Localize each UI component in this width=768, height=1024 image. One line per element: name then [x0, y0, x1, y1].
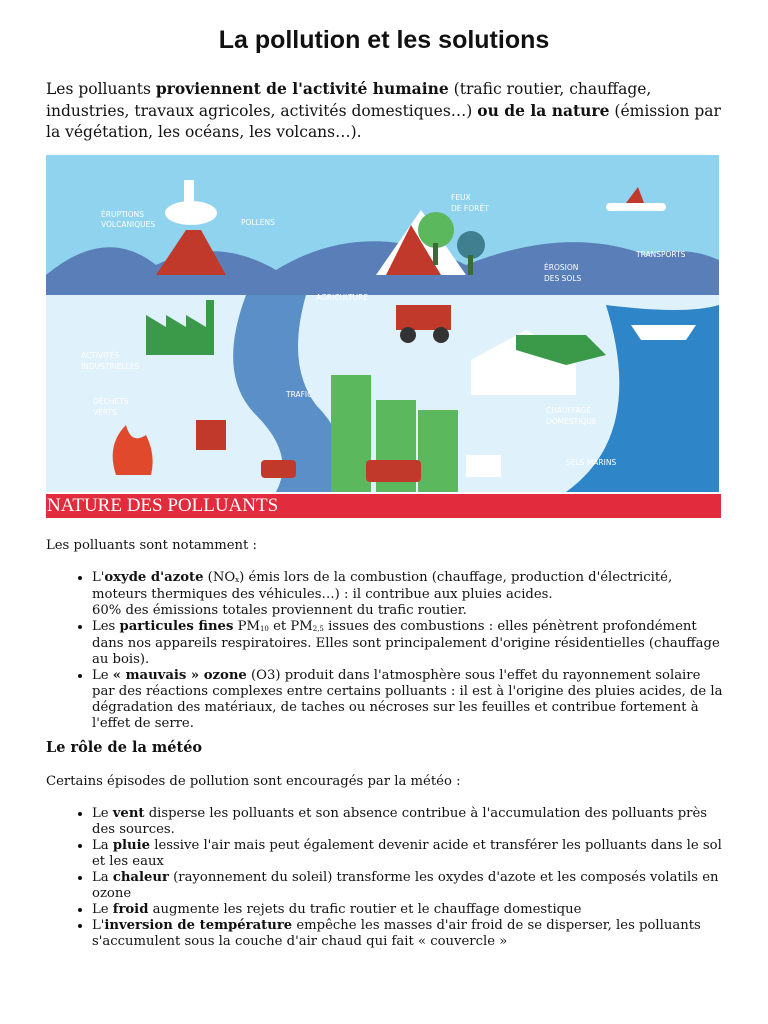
pollution-sources-illustration	[46, 155, 719, 492]
list-item-particles: • Les particules fines $PM_{10}$ et $PM_{2,5}$ issues des combustions : elles pénètrent profondément dans nos appareils respiratoires. Elles sont principalement d'origine résidentielles (chauffage au bois).	[92, 619, 726, 668]
section2-lead: Certains épisodes de pollution sont encouragés par la météo :	[46, 774, 461, 789]
label-sels-marins: SELS MARINS	[566, 458, 617, 467]
label-chauffage: CHAUFFAGE	[546, 406, 591, 415]
section-banner: NATURE DES POLLUANTS	[46, 494, 721, 518]
section1-lead: Les polluants sont notamment :	[46, 538, 257, 553]
intro-paragraph: Les polluants proviennent de l'activité humaine (trafic routier, chauffage, industries, travaux agricoles, activités domestiques…) ou de la nature (émission par la végétation, les océans, les volcans…).	[46, 79, 721, 141]
label-verts: VERTS	[93, 408, 117, 417]
label-industrielles: INDUSTRIELLES	[81, 362, 140, 371]
meteo-list	[46, 806, 726, 950]
label-eruptions: ÉRUPTIONS	[101, 210, 145, 219]
label-volcaniques: VOLCANIQUES	[101, 220, 156, 229]
label-activites: ACTIVITÉS	[81, 351, 120, 360]
page-title: La pollution et les solutions	[218, 26, 550, 54]
list-item: • La pluie lessive l'air mais peut également devenir acide et transférer les polluants dans le sol et les eaux	[92, 838, 726, 870]
label-domestique: DOMESTIQUE	[546, 417, 597, 426]
label-trafic: TRAFIC	[286, 390, 313, 399]
label-transports: TRANSPORTS	[636, 250, 686, 259]
list-item: • La chaleur (rayonnement du soleil) transforme les oxydes d'azote et les composés volatils en ozone	[92, 870, 726, 902]
section-meteo	[46, 740, 726, 950]
label-pollens: POLLENS	[241, 218, 275, 227]
list-item: • Le froid augmente les rejets du trafic routier et le chauffage domestique	[92, 902, 726, 918]
label-feux: FEUX	[451, 193, 471, 202]
list-item-nox: • L'oxyde d'azote $(NO_x)$ émis lors de la combustion (chauffage, production d'électricité, moteurs thermiques des véhicules…) : il contribue aux pluies acides. 60% des émissions totales proviennent du trafic routier.	[92, 570, 726, 619]
section-nature	[46, 538, 726, 732]
label-des-sols: DES SOLS	[544, 274, 582, 283]
label-de-foret: DE FORÊT	[451, 204, 489, 213]
list-item: • Le vent disperse les polluants et son absence contribue à l'accumulation des polluants près des sources.	[92, 806, 726, 838]
pollutant-list	[46, 570, 726, 732]
label-dechets: DÉCHETS	[93, 397, 129, 406]
label-agriculture: AGRICULTURE	[316, 293, 369, 302]
list-item-ozone: • Le « mauvais » ozone (O3) produit dans l'atmosphère sous l'effet du rayonnement solaire par des réactions complexes entre certains polluants : il est à l'origine des pluies acides, de la dégradation des matériaux, de taches ou nécroses sur les feuilles et contribue fortement à l'effet de serre.	[92, 668, 726, 732]
list-item: • L'inversion de température empêche les masses d'air froid de se disperser, les polluants s'accumulent sous la couche d'air chaud qui fait « couvercle »	[92, 918, 726, 950]
label-erosion: ÉROSION	[544, 263, 579, 272]
section2-heading: Le rôle de la météo	[46, 739, 203, 756]
